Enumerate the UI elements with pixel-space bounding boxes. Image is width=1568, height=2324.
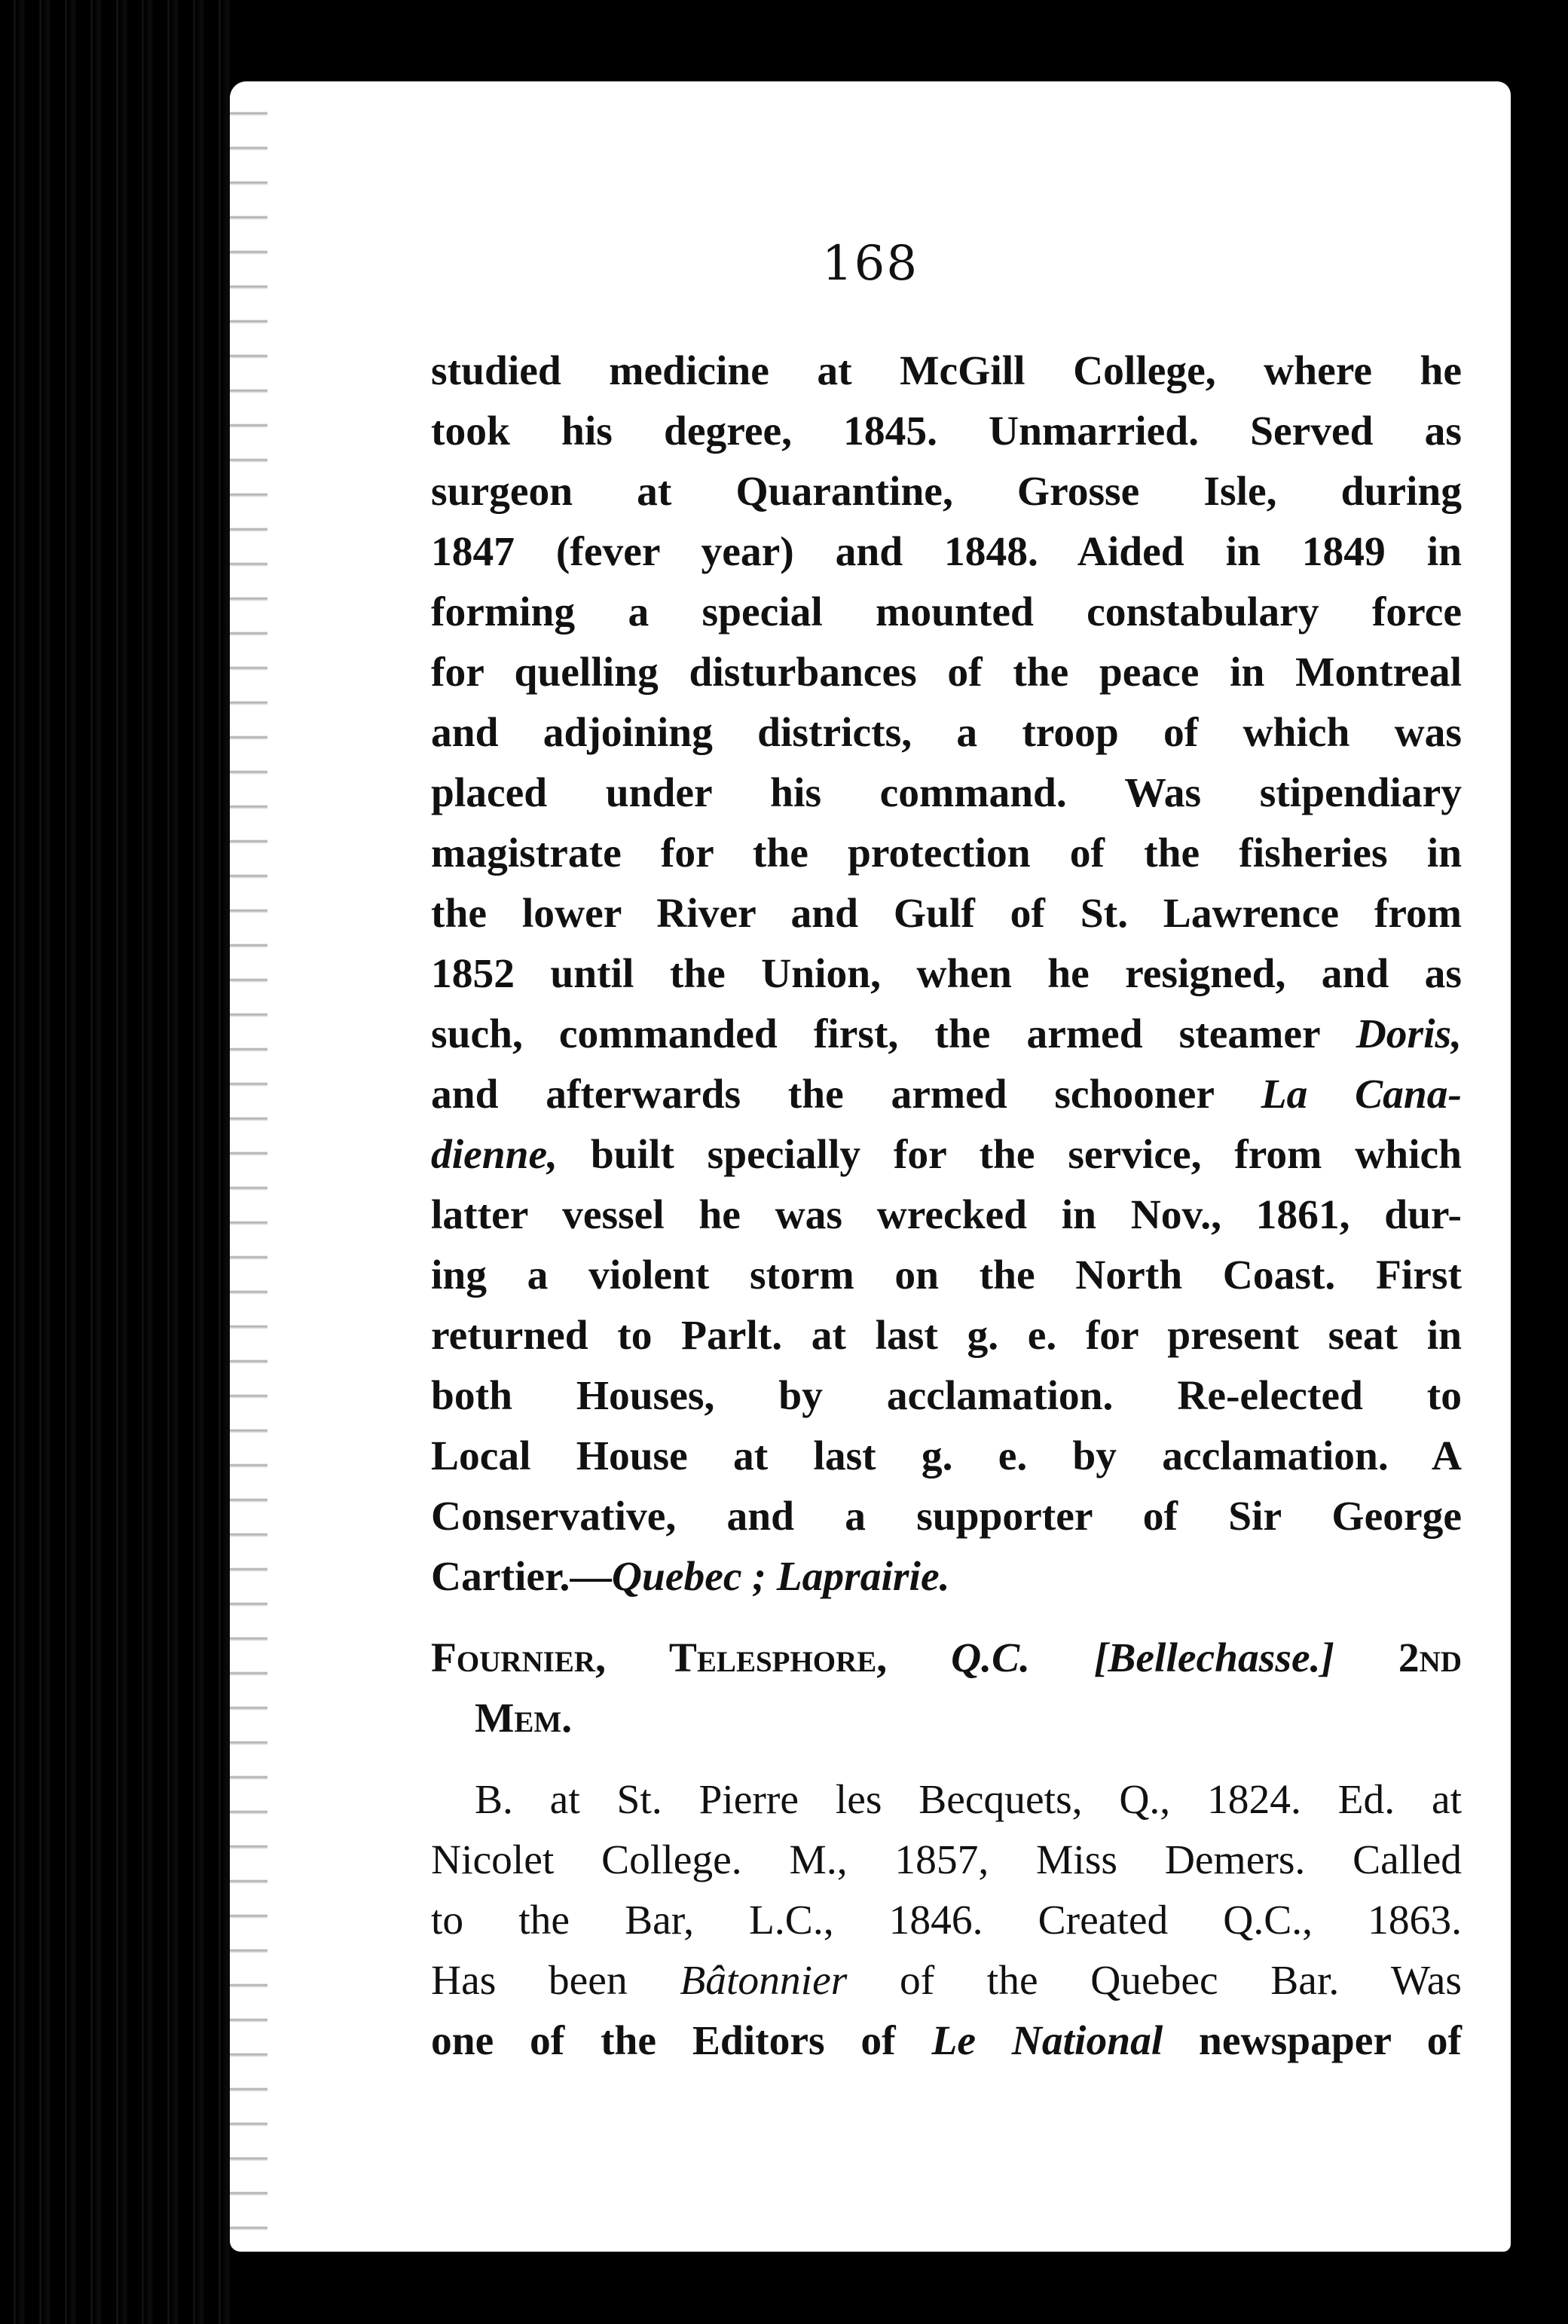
italic-ship-name: Doris,	[1356, 1011, 1463, 1057]
entry-heading-continued	[431, 1689, 1462, 1749]
text-line	[431, 1005, 1462, 1065]
text-line: ing a violent storm on the North Coast. First	[431, 1252, 1462, 1298]
text-line	[431, 1065, 1462, 1125]
italic-newspaper: Le National	[931, 2018, 1163, 2064]
text-line: the lower River and Gulf of St. Lawrence from	[431, 891, 1462, 937]
text-line: studied medicine at McGill College, where he	[431, 348, 1462, 394]
text-line: Conservative, and a supporter of Sir George	[431, 1494, 1462, 1540]
text-line: returned to Parlt. at last g. e. for present seat in	[431, 1313, 1462, 1359]
entry-riding: [Bellechasse.]	[1093, 1635, 1334, 1681]
entry-heading	[431, 1628, 1462, 1689]
text-line	[431, 1547, 1462, 1607]
page-number: 168	[821, 236, 919, 292]
entry-qc: Q.C.	[951, 1635, 1030, 1681]
text-line: Nicolet College. M., 1857, Miss Demers. Called	[431, 1837, 1462, 1883]
book-page	[230, 81, 1511, 2252]
text-segment: newspaper of	[1199, 2018, 1462, 2064]
text-line: surgeon at Quarantine, Grosse Isle, during	[431, 469, 1462, 515]
text-segment: one of the Editors of	[431, 2018, 896, 2064]
text-line	[431, 1125, 1462, 1185]
scan-dark-margin	[0, 0, 234, 2324]
italic-title: Bâtonnier	[680, 1958, 848, 2004]
text-line: both Houses, by acclamation. Re-elected to	[431, 1373, 1462, 1419]
italic-ship-name: dienne,	[431, 1132, 558, 1178]
text-line: and adjoining districts, a troop of which was	[431, 710, 1462, 756]
text-segment: Has been	[431, 1958, 628, 2004]
entry-name: Fournier, Telesphore,	[431, 1635, 888, 1681]
text-line: to the Bar, L.C., 1846. Created Q.C., 1863.	[431, 1897, 1462, 1943]
text-line	[431, 1951, 1462, 2011]
text-line: placed under his command. Was stipendiary	[431, 770, 1462, 816]
text-segment: built specially for the service, from which	[590, 1132, 1463, 1178]
italic-ship-name: La Cana-	[1261, 1072, 1462, 1118]
text-line: forming a special mounted constabulary force	[431, 589, 1462, 635]
text-line: for quelling disturbances of the peace in Montreal	[431, 650, 1462, 696]
text-segment: and afterwards the armed schooner	[431, 1072, 1215, 1118]
text-line: B. at St. Pierre les Becquets, Q., 1824. Ed. at	[475, 1777, 1462, 1823]
text-line: latter vessel he was wrecked in Nov., 1861, dur-	[431, 1192, 1462, 1238]
text-line: magistrate for the protection of the fisheries in	[431, 830, 1462, 876]
text-line: 1852 until the Union, when he resigned, and as	[431, 951, 1462, 997]
italic-constituency: Quebec ; Laprairie.	[611, 1554, 950, 1600]
text-line: 1847 (fever year) and 1848. Aided in 1849 in	[431, 529, 1462, 575]
text-line: took his degree, 1845. Unmarried. Served as	[431, 408, 1462, 454]
entry-member-order: 2nd	[1398, 1635, 1462, 1681]
text-line	[431, 2011, 1462, 2072]
text-segment: Cartier.—	[431, 1554, 612, 1600]
entry-member-label: Mem.	[475, 1696, 573, 1741]
text-line: Local House at last g. e. by acclamation. A	[431, 1433, 1462, 1479]
page-body-text	[431, 341, 1462, 2072]
text-segment: such, commanded first, the armed steamer	[431, 1011, 1320, 1057]
text-segment: of the Quebec Bar. Was	[899, 1958, 1463, 2004]
